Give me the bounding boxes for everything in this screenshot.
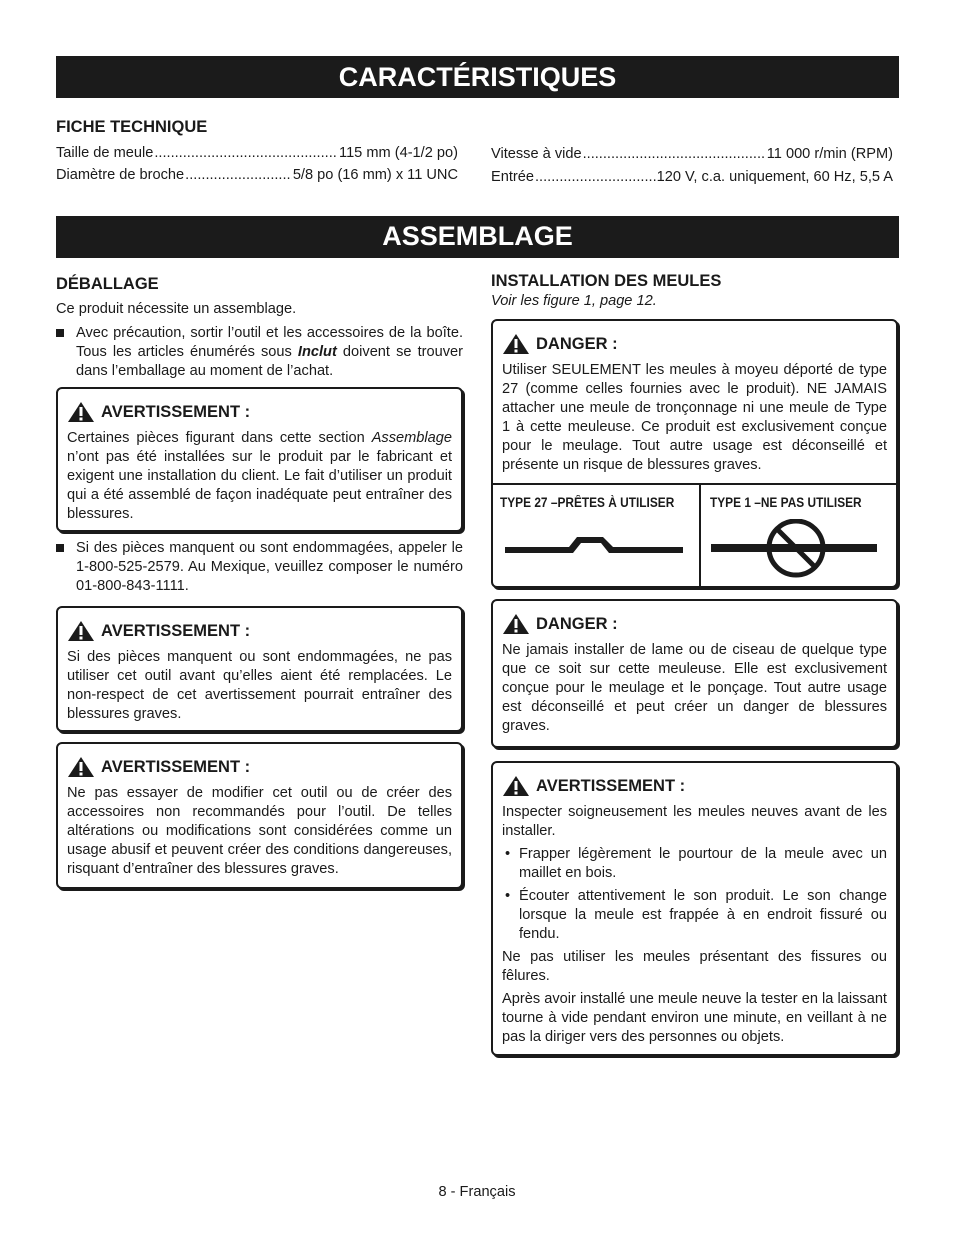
warning-triangle-icon: [502, 333, 530, 355]
type1-label: TYPE 1 –NE PAS UTILISER: [710, 495, 862, 510]
warning-label: AVERTISSEMENT :: [101, 757, 251, 776]
warning-triangle-icon: [67, 756, 95, 778]
list-item: [502, 887, 887, 944]
spec-leader: [583, 146, 766, 162]
warning-box: [56, 742, 463, 889]
list-item-text: Écouter attentivement le son produit. Le son change lorsque la meule est frappée à en endroit fissuré ou fendu.: [519, 888, 887, 942]
danger-text: Ne jamais installer de lame ou de ciseau de quelque type que ce soit sur cette meuleuse. Elle est exclusivement conçue pour le meulage et le ponçage. Tout autre usage est déconseillé et peut créer un danger de blessures graves.: [502, 642, 887, 734]
bullet-dot-icon: •: [505, 846, 511, 862]
spec-leader: [535, 169, 656, 185]
bullet-text: doivent se trouver dans l’emballage au moment de l’achat.: [76, 344, 464, 379]
deballage-intro: Ce produit nécessite un assemblage.: [56, 301, 297, 317]
type27-wheel-icon: [505, 531, 683, 561]
warning-box: [491, 761, 898, 1056]
installation-heading: INSTALLATION DES MEULES: [491, 272, 722, 290]
danger-box: [491, 599, 898, 748]
spec-label: Vitesse à vide: [491, 146, 582, 162]
warning-text: Après avoir installé une meule neuve la tester en la laissant tourne à vide pendant environ une minute, en veillant à ne pas la diriger vers des personnes ou objets.: [502, 991, 887, 1045]
spec-row: [491, 169, 893, 185]
installation-reference: Voir les figure 1, page 12.: [491, 293, 657, 309]
warning-triangle-icon: [67, 620, 95, 642]
square-bullet-icon: [56, 329, 64, 337]
danger-label: DANGER :: [536, 614, 618, 633]
type27-label: TYPE 27 –PRÊTES À UTILISER: [500, 495, 675, 510]
spec-leader: [154, 145, 338, 161]
warning-label: AVERTISSEMENT :: [101, 621, 251, 640]
spec-label: Taille de meule: [56, 145, 154, 161]
spec-value: 115 mm (4-1/2 po): [339, 145, 458, 161]
square-bullet-icon: [56, 544, 64, 552]
danger-box: [491, 319, 898, 588]
spec-leader: [185, 167, 292, 183]
warning-text: Ne pas essayer de modifier cet outil ou de créer des accessoires non recommandés pour l’outil. De telles altérations ou modifications sont considérées comme un usage abusif et peuvent créer des conditions dangereuses, risquant d’entraîner des blessures graves.: [67, 785, 452, 877]
spec-row: [56, 167, 458, 183]
spec-value: 120 V, c.a. uniquement, 60 Hz, 5,5 A: [656, 169, 893, 185]
warning-triangle-icon: [67, 401, 95, 423]
divider: [699, 483, 701, 586]
list-item: [56, 324, 463, 381]
spec-value: 5/8 po (16 mm) x 11 UNC: [292, 167, 458, 183]
page-number: 8 - Français: [438, 1184, 516, 1200]
danger-text: Utiliser SEULEMENT les meules à moyeu déporté de type 27 (comme celles fournies avec le produit). NE JAMAIS attacher une meule de tronçonnage ni une meule de Type 1 à cette meuleuse. Ce produit est exclusivement conçue pour le meulage. Tout autre usage est déconseillé et présente un risque de blessures graves.: [502, 362, 887, 473]
fiche-technique-heading: FICHE TECHNIQUE: [56, 118, 208, 136]
type1-prohibited-wheel-icon: [711, 519, 881, 583]
section-title-caracteristiques: CARACTÉRISTIQUES: [56, 56, 899, 98]
danger-label: DANGER :: [536, 334, 618, 353]
warning-text: Ne pas utiliser les meules présentant des fissures ou fêlures.: [502, 949, 887, 984]
bullet-emphasis: Inclut: [297, 344, 337, 360]
list-item: [56, 539, 463, 596]
spec-value: 11 000 r/min (RPM): [766, 146, 893, 162]
warning-text: Inspecter soigneusement les meules neuves avant de les installer.: [502, 804, 887, 839]
bullet-text: Si des pièces manquent ou sont endommagées, appeler le 1-800-525-2579. Au Mexique, veuillez composer le numéro 01-800-843-1111.: [76, 540, 463, 594]
warning-box: [56, 606, 463, 732]
warning-text: Certaines pièces figurant dans cette section Assemblage n’ont pas été installées sur le produit par le fabricant et exigent une installation du client. Le fait d’utiliser un produit qui a été assemblé de façon inadéquate peut entraîner des blessures.: [67, 430, 452, 522]
spec-row: [491, 146, 893, 162]
bullet-dot-icon: •: [505, 888, 511, 904]
deballage-heading: DÉBALLAGE: [56, 275, 159, 293]
warning-text: Si des pièces manquent ou sont endommagées, ne pas utiliser cet outil avant qu’elles aient été remplacées. Le non-respect de cet avertissement pourrait entraîner des blessures graves.: [67, 649, 452, 722]
warning-label: AVERTISSEMENT :: [536, 776, 686, 795]
spec-label: Entrée: [491, 169, 534, 185]
warning-triangle-icon: [502, 775, 530, 797]
warning-label: AVERTISSEMENT :: [101, 402, 251, 421]
list-item-text: Frapper légèrement le pourtour de la meule avec un maillet en bois.: [519, 846, 887, 881]
warning-triangle-icon: [502, 613, 530, 635]
spec-label: Diamètre de broche: [56, 167, 185, 183]
list-item: [502, 845, 887, 883]
spec-row: [56, 145, 458, 161]
section-title-assemblage: ASSEMBLAGE: [56, 216, 899, 258]
warning-box: [56, 387, 463, 532]
divider: [493, 483, 896, 485]
bullet-text: Avec précaution, sortir l’outil et les accessoires de la boîte. Tous les articles énumérés sous: [76, 325, 463, 360]
